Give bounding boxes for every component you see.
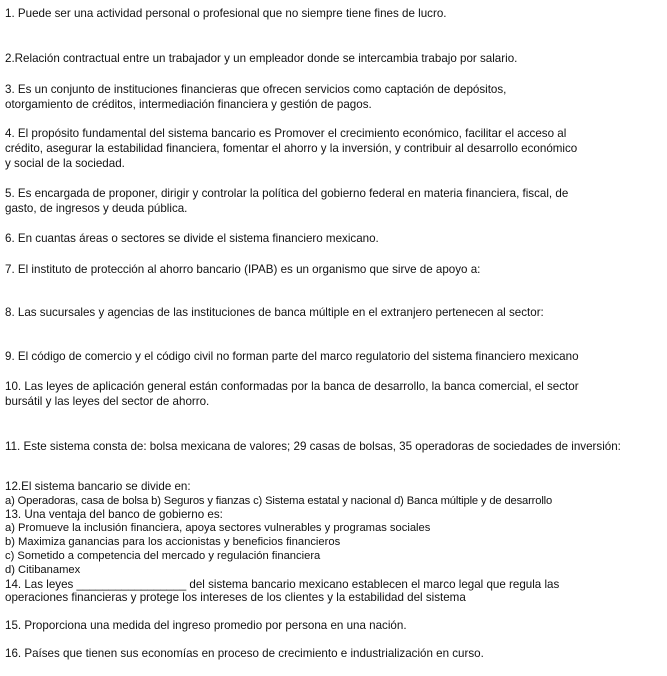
- question-13-option-a[interactable]: a) Promueve la inclusión financiera, apoya sectores vulnerables y programas sociales: [5, 522, 431, 534]
- question-5-line-1: 5. Es encargada de proponer, dirigir y controlar la política del gobierno federal en materia financiera, fiscal, de: [5, 187, 569, 200]
- question-13-option-d[interactable]: d) Citibanamex: [5, 564, 81, 576]
- question-4-line-3: y social de la sociedad.: [5, 157, 125, 170]
- question-15: 15. Proporciona una medida del ingreso promedio por persona en una nación.: [5, 619, 407, 632]
- question-10-line-2: bursátil y las leyes del sector de ahorro.: [5, 395, 210, 408]
- question-13-option-c[interactable]: c) Sometido a competencia del mercado y regulación financiera: [5, 550, 321, 562]
- question-13: 13. Una ventaja del banco de gobierno es:: [5, 508, 223, 521]
- question-2: 2.Relación contractual entre un trabajador y un empleador donde se intercambia trabajo por salario.: [5, 52, 518, 65]
- question-16: 16. Países que tienen sus economías en proceso de crecimiento e industrialización en curso.: [5, 647, 484, 660]
- question-9: 9. El código de comercio y el código civil no forman parte del marco regulatorio del sistema financiero mexicano: [5, 350, 579, 363]
- question-3-line-2: otorgamiento de créditos, intermediación financiera y gestión de pagos.: [5, 98, 372, 111]
- question-1: 1. Puede ser una actividad personal o profesional que no siempre tiene fines de lucro.: [5, 7, 447, 20]
- question-10-line-1: 10. Las leyes de aplicación general están conformadas por la banca de desarrollo, la banca comercial, el sector: [5, 380, 579, 393]
- question-11: 11. Este sistema consta de: bolsa mexicana de valores; 29 casas de bolsas, 35 operadoras de sociedades de inversión:: [5, 440, 621, 453]
- question-14-line-2: operaciones financieras y protege los intereses de los clientes y la estabilidad del sistema: [5, 591, 466, 604]
- question-4-line-2: crédito, asegurar la estabilidad financiera, fomentar el ahorro y la inversión, y contribuir al desarrollo económico: [5, 142, 578, 155]
- question-14-line-1: 14. Las leyes _________________ del sistema bancario mexicano establecen el marco legal que regula las: [5, 578, 560, 591]
- question-5-line-2: gasto, de ingresos y deuda pública.: [5, 202, 188, 215]
- question-4-line-1: 4. El propósito fundamental del sistema bancario es Promover el crecimiento económico, facilitar el acceso al: [5, 127, 567, 140]
- question-12: 12.El sistema bancario se divide en:: [5, 480, 191, 493]
- question-8: 8. Las sucursales y agencias de las instituciones de banca múltiple en el extranjero pertenecen al sector:: [5, 306, 544, 319]
- question-12-options[interactable]: a) Operadoras, casa de bolsa b) Seguros y fianzas c) Sistema estatal y nacional d) Banca múltiple y de desarrollo: [5, 495, 553, 507]
- question-3-line-1: 3. Es un conjunto de instituciones financieras que ofrecen servicios como captación de depósitos,: [5, 83, 507, 96]
- question-13-option-b[interactable]: b) Maximiza ganancias para los accionistas y beneficios financieros: [5, 536, 341, 548]
- question-6: 6. En cuantas áreas o sectores se divide el sistema financiero mexicano.: [5, 232, 379, 245]
- question-7: 7. El instituto de protección al ahorro bancario (IPAB) es un organismo que sirve de apoyo a:: [5, 263, 481, 276]
